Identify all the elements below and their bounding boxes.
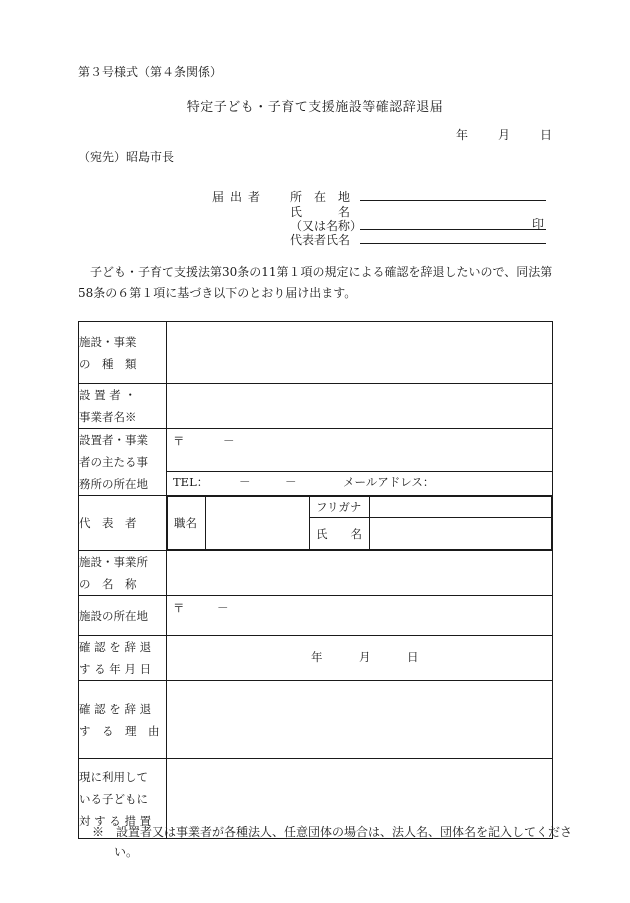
applicant-address-label: 所 在 地 — [290, 190, 351, 204]
withdrawal-date-label: 確 認 を 辞 退 す る 年 月 日 — [79, 636, 167, 681]
withdrawal-year-label: 年 — [311, 650, 323, 664]
name-label: 氏 名 — [310, 518, 370, 550]
declaration-text: 子ども・子育て支援法第30条の11第１項の規定による確認を辞退したいので、同法第58条の６第１項に基づき以下のとおり届け出ます。 — [78, 265, 553, 300]
representative-field — [167, 496, 553, 551]
facility-type-label: 施設・事業 の 種 類 — [79, 322, 167, 384]
applicant-address-field[interactable] — [360, 200, 546, 201]
footnote: ※ 設置者又は事業者が各種法人、任意団体の場合は、法人名、団体名を記入してください。 — [92, 825, 573, 859]
facility-name-field[interactable] — [167, 551, 553, 596]
facility-postal-dash: － — [217, 601, 229, 615]
seal-mark: 印 — [532, 217, 545, 231]
date-month-label: 月 — [497, 128, 510, 142]
applicant-name-label: 氏 名 — [290, 205, 351, 219]
representative-name-label: 代表者氏名 — [290, 233, 351, 247]
applicant-label: 届出者 — [212, 190, 267, 204]
page-title: 特定子ども・子育て支援施設等確認辞退届 — [186, 100, 444, 115]
furigana-field[interactable] — [370, 497, 552, 518]
office-contact-row[interactable] — [167, 472, 552, 491]
facility-address-label: 施設の所在地 — [79, 596, 167, 636]
establisher-name-field[interactable] — [167, 384, 553, 429]
facility-type-field[interactable] — [167, 322, 553, 384]
postal-mark: 〒 — [173, 434, 185, 448]
representative-name-field[interactable] — [360, 243, 546, 244]
date-year-label: 年 — [455, 128, 468, 142]
withdrawal-reason-label: 確 認 を 辞 退 す る 理 由 — [79, 681, 167, 759]
measures-label: 現に利用して いる子どもに 対 す る 措 置 — [79, 759, 167, 839]
tel-dash-1: － — [239, 475, 251, 489]
job-title-field[interactable] — [206, 497, 310, 550]
withdrawal-date-field[interactable] — [167, 636, 553, 681]
tel-dash-2: － — [285, 475, 297, 489]
withdrawal-form-table — [78, 321, 553, 839]
form-number: 第３号様式（第４条関係） — [78, 65, 223, 79]
date-day-label: 日 — [539, 128, 552, 142]
name-field[interactable] — [370, 518, 552, 550]
withdrawal-reason-field[interactable] — [167, 681, 553, 759]
facility-postal-mark: 〒 — [173, 601, 185, 615]
facility-address-field[interactable] — [167, 596, 553, 636]
furigana-label: フリガナ — [310, 497, 370, 518]
job-title-label: 職名 — [168, 497, 206, 550]
tel-label: TEL： — [173, 475, 209, 489]
office-address-label: 設置者・事業 者の主たる事 務所の所在地 — [79, 429, 167, 496]
establisher-name-label: 設 置 者 ・ 事業者名※ — [79, 384, 167, 429]
postal-dash: － — [223, 434, 235, 448]
representative-label: 代 表 者 — [79, 496, 167, 551]
office-address-field[interactable] — [167, 429, 553, 496]
applicant-name-field[interactable] — [360, 229, 546, 230]
office-postal-row[interactable] — [167, 429, 552, 472]
applicant-name-alt-label: （又は名称） — [290, 219, 363, 233]
facility-name-label: 施設・事業所 の 名 称 — [79, 551, 167, 596]
withdrawal-month-label: 月 — [359, 650, 371, 664]
addressee: （宛先）昭島市長 — [78, 150, 175, 164]
email-label: メールアドレス： — [343, 475, 435, 489]
withdrawal-day-label: 日 — [407, 650, 419, 664]
submission-date — [456, 126, 552, 143]
